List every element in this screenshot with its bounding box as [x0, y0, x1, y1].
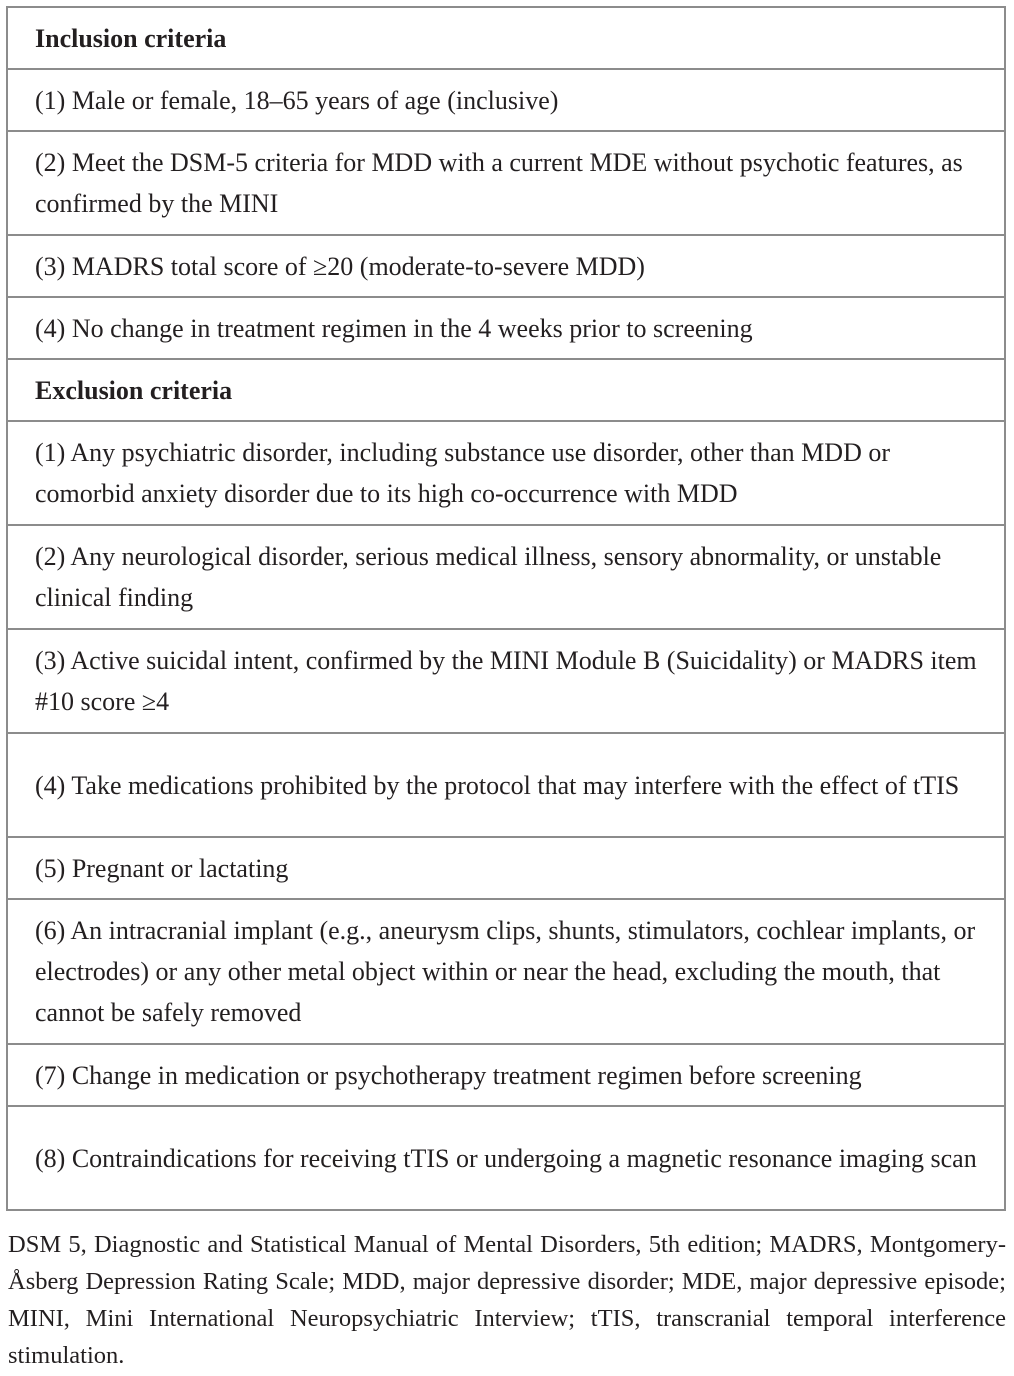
table-row [7, 733, 1005, 837]
table-row [7, 1044, 1005, 1106]
exclusion-item-4: (4) Take medications prohibited by the protocol that may interfere with the effect of tTIS [7, 733, 1005, 837]
table-row [7, 235, 1005, 297]
table-row [7, 1106, 1005, 1210]
inclusion-item-3: (3) MADRS total score of ≥20 (moderate-to-severe MDD) [7, 235, 1005, 297]
inclusion-item-2: (2) Meet the DSM-5 criteria for MDD with a current MDE without psychotic features, as confirmed by the MINI [7, 131, 1005, 235]
exclusion-item-5: (5) Pregnant or lactating [7, 837, 1005, 899]
inclusion-item-1: (1) Male or female, 18–65 years of age (inclusive) [7, 69, 1005, 131]
table-row [7, 69, 1005, 131]
criteria-table [6, 6, 1006, 1211]
inclusion-header-row [7, 7, 1005, 69]
exclusion-item-8: (8) Contraindications for receiving tTIS or undergoing a magnetic resonance imaging scan [7, 1106, 1005, 1210]
exclusion-header-row [7, 359, 1005, 421]
table-row [7, 837, 1005, 899]
table-row [7, 525, 1005, 629]
inclusion-heading: Inclusion criteria [7, 7, 1005, 69]
exclusion-item-7: (7) Change in medication or psychotherapy treatment regimen before screening [7, 1044, 1005, 1106]
exclusion-item-6: (6) An intracranial implant (e.g., aneurysm clips, shunts, stimulators, cochlear implants, or electrodes) or any other metal object within or near the head, excluding the mouth, that cannot be safely removed [7, 899, 1005, 1044]
exclusion-heading: Exclusion criteria [7, 359, 1005, 421]
table-footnote: DSM 5, Diagnostic and Statistical Manual of Mental Disorders, 5th edition; MADRS, Montgomery-Åsberg Depression Rating Scale; MDD, major depressive disorder; MDE, major depressive episode; MINI, Mini International Neuropsychiatric Interview; tTIS, transcranial temporal interference stimulation. [8, 1231, 1006, 1369]
table-row [7, 899, 1005, 1044]
table-row [7, 629, 1005, 733]
exclusion-item-3: (3) Active suicidal intent, confirmed by the MINI Module B (Suicidality) or MADRS item #10 score ≥4 [7, 629, 1005, 733]
inclusion-item-4: (4) No change in treatment regimen in the 4 weeks prior to screening [7, 297, 1005, 359]
exclusion-item-2: (2) Any neurological disorder, serious medical illness, sensory abnormality, or unstable clinical finding [7, 525, 1005, 629]
table-row [7, 421, 1005, 525]
table-row [7, 297, 1005, 359]
table-row [7, 131, 1005, 235]
exclusion-item-1: (1) Any psychiatric disorder, including substance use disorder, other than MDD or comorbid anxiety disorder due to its high co-occurrence with MDD [7, 421, 1005, 525]
